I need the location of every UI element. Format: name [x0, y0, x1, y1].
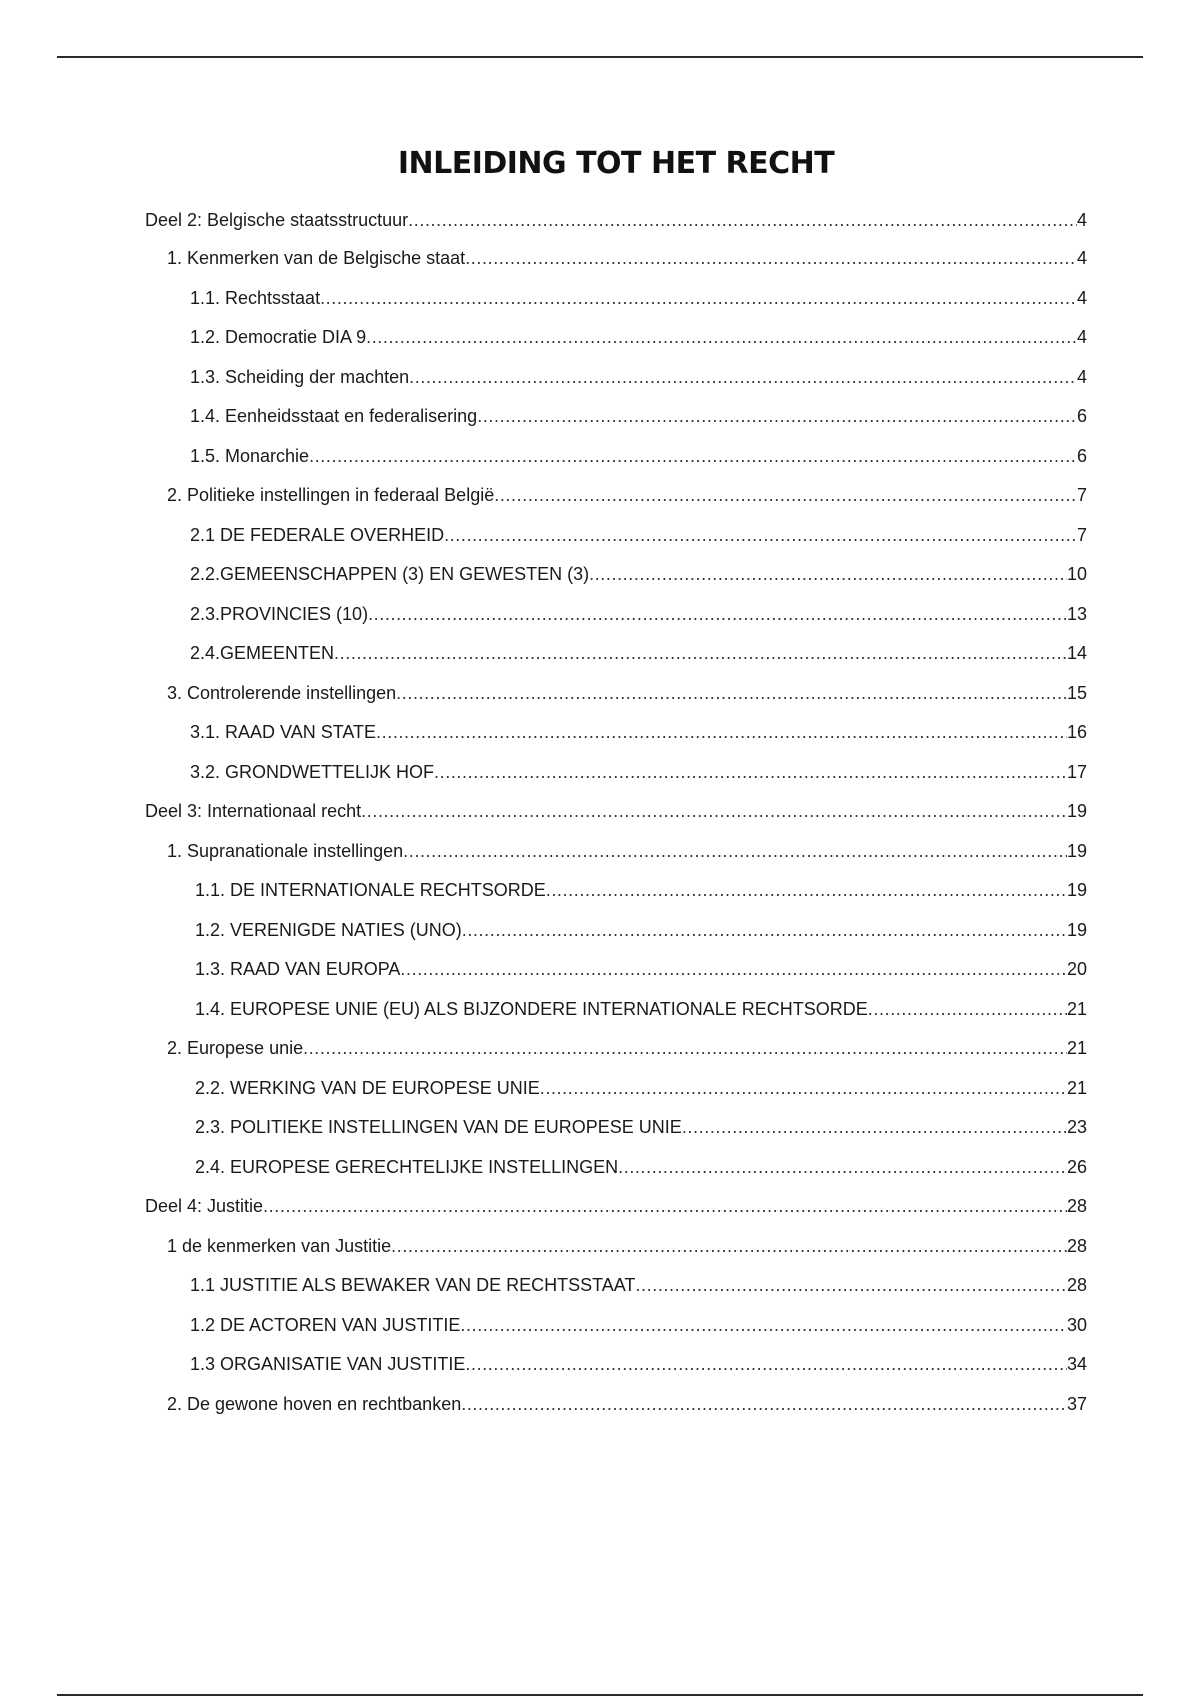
toc-page-number: 7: [1076, 525, 1087, 545]
toc-dot-leader: [263, 1193, 1067, 1219]
toc-page-number: 16: [1066, 722, 1087, 742]
toc-dot-leader: [408, 207, 1077, 233]
toc-entry-text: Deel 4: Justitie: [145, 1196, 264, 1216]
toc-page-number: 20: [1066, 959, 1087, 979]
toc-entry[interactable]: [190, 324, 1087, 350]
toc-page-number: 4: [1076, 210, 1087, 230]
toc-entry-text: 1.3. Scheiding der machten: [190, 367, 410, 387]
toc-dot-leader: [868, 996, 1067, 1022]
toc-entry-text: 2. Europese unie: [167, 1038, 304, 1058]
toc-dot-leader: [403, 838, 1067, 864]
toc-entry[interactable]: [190, 1272, 1087, 1298]
toc-entry[interactable]: [190, 1312, 1087, 1338]
toc-page-number: 21: [1066, 999, 1087, 1019]
toc-entry[interactable]: [167, 1233, 1087, 1259]
toc-dot-leader: [540, 1075, 1067, 1101]
toc-entry-text: 2.1 DE FEDERALE OVERHEID: [190, 525, 445, 545]
toc-entry-text: 1. Kenmerken van de Belgische staat: [167, 248, 466, 268]
toc-entry-text: 2.3.PROVINCIES (10): [190, 604, 369, 624]
toc-dot-leader: [546, 877, 1067, 903]
toc-entry[interactable]: [195, 1154, 1087, 1180]
toc-page-number: 10: [1066, 564, 1087, 584]
toc-entry[interactable]: [190, 1351, 1087, 1377]
toc-entry[interactable]: [195, 917, 1087, 943]
toc-entry[interactable]: [167, 838, 1087, 864]
toc-entry[interactable]: [145, 798, 1087, 824]
toc-entry-text: 2.4.GEMEENTEN: [190, 643, 335, 663]
toc-entry[interactable]: [190, 443, 1087, 469]
toc-dot-leader: [465, 245, 1077, 271]
toc-page-number: 21: [1066, 1038, 1087, 1058]
toc-entry[interactable]: [190, 364, 1087, 390]
toc-dot-leader: [368, 601, 1067, 627]
toc-page-number: 13: [1066, 604, 1087, 624]
toc-page-number: 34: [1066, 1354, 1087, 1374]
toc-entry[interactable]: [167, 245, 1087, 271]
toc-entry-text: Deel 2: Belgische staatsstructuur: [145, 210, 409, 230]
toc-entry[interactable]: [195, 956, 1087, 982]
toc-page-number: 4: [1076, 367, 1087, 387]
toc-entry[interactable]: [167, 1391, 1087, 1417]
header-rule: [57, 56, 1143, 58]
toc-dot-leader: [320, 285, 1077, 311]
toc-entry[interactable]: [190, 561, 1087, 587]
toc-page-number: 21: [1066, 1078, 1087, 1098]
footer-rule: [57, 1694, 1143, 1696]
toc-entry-text: 2.2.GEMEENSCHAPPEN (3) EN GEWESTEN (3): [190, 564, 590, 584]
toc-entry-text: Deel 3: Internationaal recht: [145, 801, 362, 821]
toc-entry[interactable]: [195, 1075, 1087, 1101]
toc-entry-text: 1 de kenmerken van Justitie: [167, 1236, 392, 1256]
toc-entry-text: 3. Controlerende instellingen: [167, 683, 397, 703]
toc-dot-leader: [477, 403, 1077, 429]
toc-entry[interactable]: [190, 522, 1087, 548]
toc-entry-text: 1.4. EUROPESE UNIE (EU) ALS BIJZONDERE INTERNATIONALE RECHTSORDE: [195, 999, 868, 1019]
toc-page-number: 19: [1066, 801, 1087, 821]
toc-entry-text: 2.4. EUROPESE GERECHTELIJKE INSTELLINGEN: [195, 1157, 619, 1177]
toc-entry-text: 1.2. VERENIGDE NATIES (UNO): [195, 920, 462, 940]
toc-entry-text: 1.1. Rechtsstaat: [190, 288, 321, 308]
toc-dot-leader: [618, 1154, 1067, 1180]
toc-dot-leader: [682, 1114, 1067, 1140]
toc-entry-text: 1.3 ORGANISATIE VAN JUSTITIE: [190, 1354, 466, 1374]
toc-dot-leader: [376, 719, 1067, 745]
toc-entry[interactable]: [190, 601, 1087, 627]
toc-page-number: 19: [1066, 841, 1087, 861]
toc-dot-leader: [391, 1233, 1067, 1259]
toc-dot-leader: [460, 1312, 1067, 1338]
toc-dot-leader: [462, 917, 1067, 943]
toc-entry[interactable]: [167, 680, 1087, 706]
toc-page-number: 30: [1066, 1315, 1087, 1335]
toc-dot-leader: [409, 364, 1077, 390]
toc-entry-text: 1.5. Monarchie: [190, 446, 310, 466]
toc-dot-leader: [366, 324, 1077, 350]
toc-dot-leader: [494, 482, 1077, 508]
toc-entry[interactable]: [190, 285, 1087, 311]
toc-entry[interactable]: [190, 640, 1087, 666]
toc-dot-leader: [635, 1272, 1067, 1298]
toc-entry-text: 2. De gewone hoven en rechtbanken: [167, 1394, 462, 1414]
toc-entry-text: 2.3. POLITIEKE INSTELLINGEN VAN DE EUROPESE UNIE: [195, 1117, 682, 1137]
toc-entry-text: 3.2. GRONDWETTELIJK HOF: [190, 762, 435, 782]
toc-dot-leader: [396, 680, 1067, 706]
toc-dot-leader: [400, 956, 1067, 982]
toc-entry[interactable]: [195, 877, 1087, 903]
toc-dot-leader: [334, 640, 1067, 666]
toc-entry[interactable]: [190, 719, 1087, 745]
toc-dot-leader: [361, 798, 1067, 824]
toc-page-number: 26: [1066, 1157, 1087, 1177]
toc-page-number: 19: [1066, 880, 1087, 900]
toc-entry-text: 1.1. DE INTERNATIONALE RECHTSORDE: [195, 880, 546, 900]
toc-page-number: 15: [1066, 683, 1087, 703]
toc-page-number: 28: [1066, 1236, 1087, 1256]
toc-dot-leader: [461, 1391, 1067, 1417]
toc-dot-leader: [444, 522, 1077, 548]
toc-entry[interactable]: [145, 1193, 1087, 1219]
toc-entry-text: 1.3. RAAD VAN EUROPA: [195, 959, 401, 979]
toc-dot-leader: [465, 1351, 1067, 1377]
toc-page-number: 7: [1076, 485, 1087, 505]
toc-entry-text: 1.1 JUSTITIE ALS BEWAKER VAN DE RECHTSSTAAT: [190, 1275, 636, 1295]
toc-dot-leader: [309, 443, 1077, 469]
toc-entry-text: 3.1. RAAD VAN STATE: [190, 722, 377, 742]
document-title: INLEIDING TOT HET RECHT: [397, 146, 835, 181]
toc-page-number: 4: [1076, 288, 1087, 308]
toc-page-number: 19: [1066, 920, 1087, 940]
toc-page-number: 4: [1076, 248, 1087, 268]
toc-entry[interactable]: [195, 996, 1087, 1022]
toc-entry[interactable]: [167, 482, 1087, 508]
toc-entry[interactable]: [167, 1035, 1087, 1061]
toc-page-number: 14: [1066, 643, 1087, 663]
toc-page-number: 28: [1066, 1275, 1087, 1295]
toc-page-number: 23: [1066, 1117, 1087, 1137]
toc-entry-text: 1. Supranationale instellingen: [167, 841, 404, 861]
toc-dot-leader: [434, 759, 1067, 785]
toc-page-number: 6: [1076, 446, 1087, 466]
toc-entry-text: 2.2. WERKING VAN DE EUROPESE UNIE: [195, 1078, 540, 1098]
toc-entry-text: 1.2. Democratie DIA 9: [190, 327, 367, 347]
toc-dot-leader: [589, 561, 1067, 587]
toc-entry-text: 1.2 DE ACTOREN VAN JUSTITIE: [190, 1315, 461, 1335]
toc-entry[interactable]: [190, 403, 1087, 429]
toc-page-number: 4: [1076, 327, 1087, 347]
toc-entry-text: 2. Politieke instellingen in federaal België: [167, 485, 495, 505]
toc-page-number: 37: [1066, 1394, 1087, 1414]
toc-entry[interactable]: [190, 759, 1087, 785]
toc-entry-text: 1.4. Eenheidsstaat en federalisering: [190, 406, 478, 426]
toc-entry[interactable]: [195, 1114, 1087, 1140]
toc-page-number: 28: [1066, 1196, 1087, 1216]
toc-entry[interactable]: [145, 207, 1087, 233]
toc-page-number: 6: [1076, 406, 1087, 426]
toc-page-number: 17: [1066, 762, 1087, 782]
toc-dot-leader: [303, 1035, 1067, 1061]
